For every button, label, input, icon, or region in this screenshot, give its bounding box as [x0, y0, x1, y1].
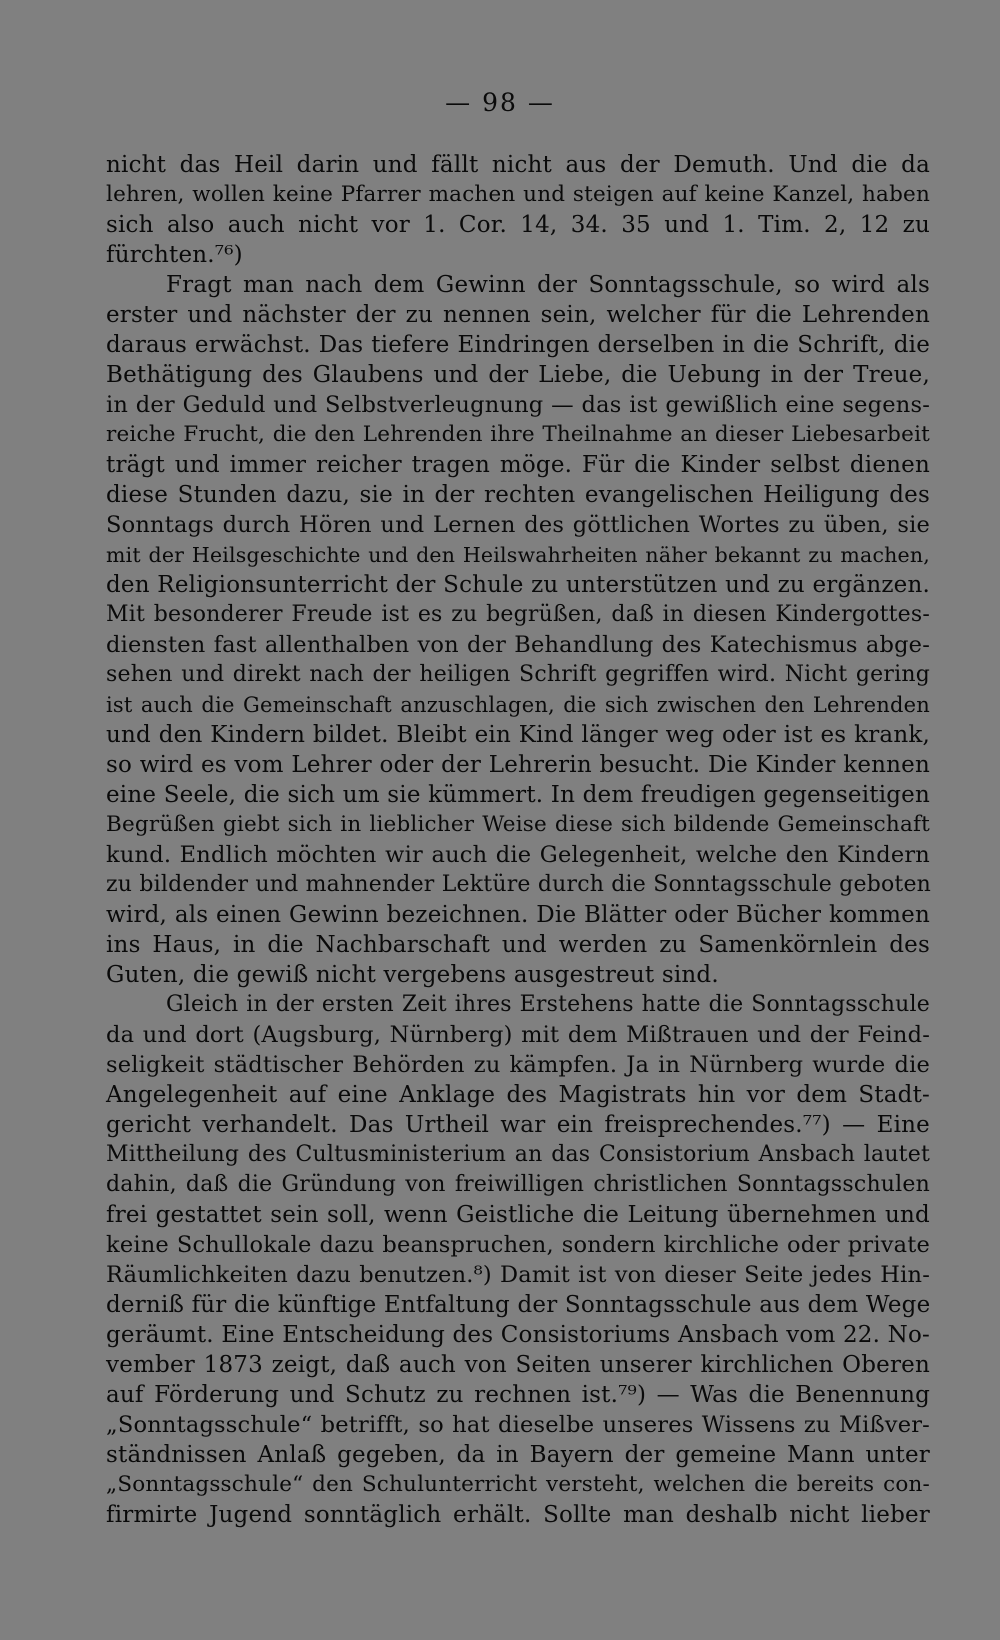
text-line: sich also auch nicht vor 1. Cor. 14, 34. 35 und 1. Tim. 2, 12 zu: [106, 212, 930, 238]
text-line: wird, als einen Gewinn bezeichnen. Die Blätter oder Bücher kommen: [106, 902, 930, 928]
text-line: seligkeit städtischer Behörden zu kämpfen. Ja in Nürnberg wurde die: [106, 1052, 930, 1078]
text-line: und den Kindern bildet. Bleibt ein Kind länger weg oder ist es krank,: [106, 722, 930, 748]
text-line: Begrüßen giebt sich in lieblicher Weise diese sich bildende Gemeinschaft: [106, 812, 930, 837]
body-text: [106, 150, 930, 1530]
text-line: erster und nächster der zu nennen sein, welcher für die Lehrenden: [106, 302, 930, 328]
text-line: vember 1873 zeigt, daß auch von Seiten unserer kirchlichen Oberen: [106, 1352, 930, 1378]
text-line: auf Förderung und Schutz zu rechnen ist.⁷⁹) — Was die Benennung: [106, 1382, 930, 1408]
text-line: firmirte Jugend sonntäglich erhält. Sollte man deshalb nicht lieber: [106, 1502, 930, 1528]
text-line: Guten, die gewiß nicht vergebens ausgestreut sind.: [106, 962, 719, 988]
text-line: mit der Heilsgeschichte und den Heilswahrheiten näher bekannt zu machen,: [106, 543, 930, 567]
page-number: — 98 —: [445, 88, 555, 117]
text-line: diese Stunden dazu, sie in der rechten evangelischen Heiligung des: [106, 482, 930, 508]
text-line: geräumt. Eine Entscheidung des Consistoriums Ansbach vom 22. No-: [106, 1322, 931, 1348]
text-line: kund. Endlich möchten wir auch die Gelegenheit, welche den Kindern: [106, 842, 930, 868]
text-line: frei gestattet sein soll, wenn Geistliche die Leitung übernehmen und: [106, 1202, 930, 1228]
text-line: Mittheilung des Cultusministerium an das Consistorium Ansbach lautet: [106, 1142, 930, 1167]
text-line: trägt und immer reicher tragen möge. Für die Kinder selbst dienen: [106, 452, 930, 478]
text-line: „Sonntagsschule“ den Schulunterricht versteht, welchen die bereits con-: [106, 1472, 930, 1497]
text-line: in der Geduld und Selbstverleugnung — das ist gewißlich eine segens-: [106, 392, 930, 418]
text-line: Bethätigung des Glaubens und der Liebe, die Uebung in der Treue,: [106, 362, 930, 388]
text-line: „Sonntagsschule“ betrifft, so hat dieselbe unseres Wissens zu Mißver-: [106, 1412, 930, 1438]
text-line: ständnissen Anlaß gegeben, da in Bayern der gemeine Mann unter: [106, 1442, 930, 1468]
text-line: Räumlichkeiten dazu benutzen.⁸) Damit ist von dieser Seite jedes Hin-: [106, 1262, 930, 1288]
text-line: nicht das Heil darin und fällt nicht aus der Demuth. Und die da: [106, 152, 930, 178]
text-line: ins Haus, in die Nachbarschaft und werden zu Samenkörnlein des: [106, 932, 930, 958]
text-line: so wird es vom Lehrer oder der Lehrerin besucht. Die Kinder kennen: [106, 752, 930, 778]
text-line: Angelegenheit auf eine Anklage des Magistrats hin vor dem Stadt-: [106, 1082, 930, 1108]
text-line: den Religionsunterricht der Schule zu unterstützen und zu ergänzen.: [106, 572, 930, 598]
text-line: fürchten.⁷⁶): [106, 242, 243, 268]
text-line: lehren, wollen keine Pfarrer machen und steigen auf keine Kanzel, haben: [106, 182, 930, 207]
text-line: keine Schullokale dazu beanspruchen, sondern kirchliche oder private: [106, 1232, 930, 1258]
text-line: ist auch die Gemeinschaft anzuschlagen, die sich zwischen den Lehrenden: [106, 693, 930, 717]
text-line: reiche Frucht, die den Lehrenden ihre Theilnahme an dieser Liebesarbeit: [106, 422, 930, 447]
text-line: daraus erwächst. Das tiefere Eindringen derselben in die Schrift, die: [106, 332, 930, 358]
text-line: da und dort (Augsburg, Nürnberg) mit dem Mißtrauen und der Feind-: [106, 1022, 930, 1048]
text-line: Mit besonderer Freude ist es zu begrüßen, daß in diesen Kindergottes-: [106, 602, 930, 627]
text-line: gericht verhandelt. Das Urtheil war ein freisprechendes.⁷⁷) — Eine: [106, 1112, 930, 1138]
text-line: dahin, daß die Gründung von freiwilligen christlichen Sonntagsschulen: [106, 1172, 930, 1197]
text-line: sehen und direkt nach der heiligen Schrift gegriffen wird. Nicht gering: [106, 662, 930, 687]
text-line: derniß für die künftige Entfaltung der Sonntagsschule aus dem Wege: [106, 1292, 931, 1318]
text-line: diensten fast allenthalben von der Behandlung des Katechismus abge-: [106, 632, 930, 658]
text-line: eine Seele, die sich um sie kümmert. In dem freudigen gegenseitigen: [106, 782, 930, 808]
text-line: zu bildender und mahnender Lektüre durch die Sonntagsschule geboten: [106, 872, 932, 897]
text-line: Fragt man nach dem Gewinn der Sonntagsschule, so wird als: [166, 272, 930, 298]
text-line: Sonntags durch Hören und Lernen des göttlichen Wortes zu üben, sie: [106, 512, 930, 538]
text-line: Gleich in der ersten Zeit ihres Erstehens hatte die Sonntagsschule: [166, 992, 930, 1017]
